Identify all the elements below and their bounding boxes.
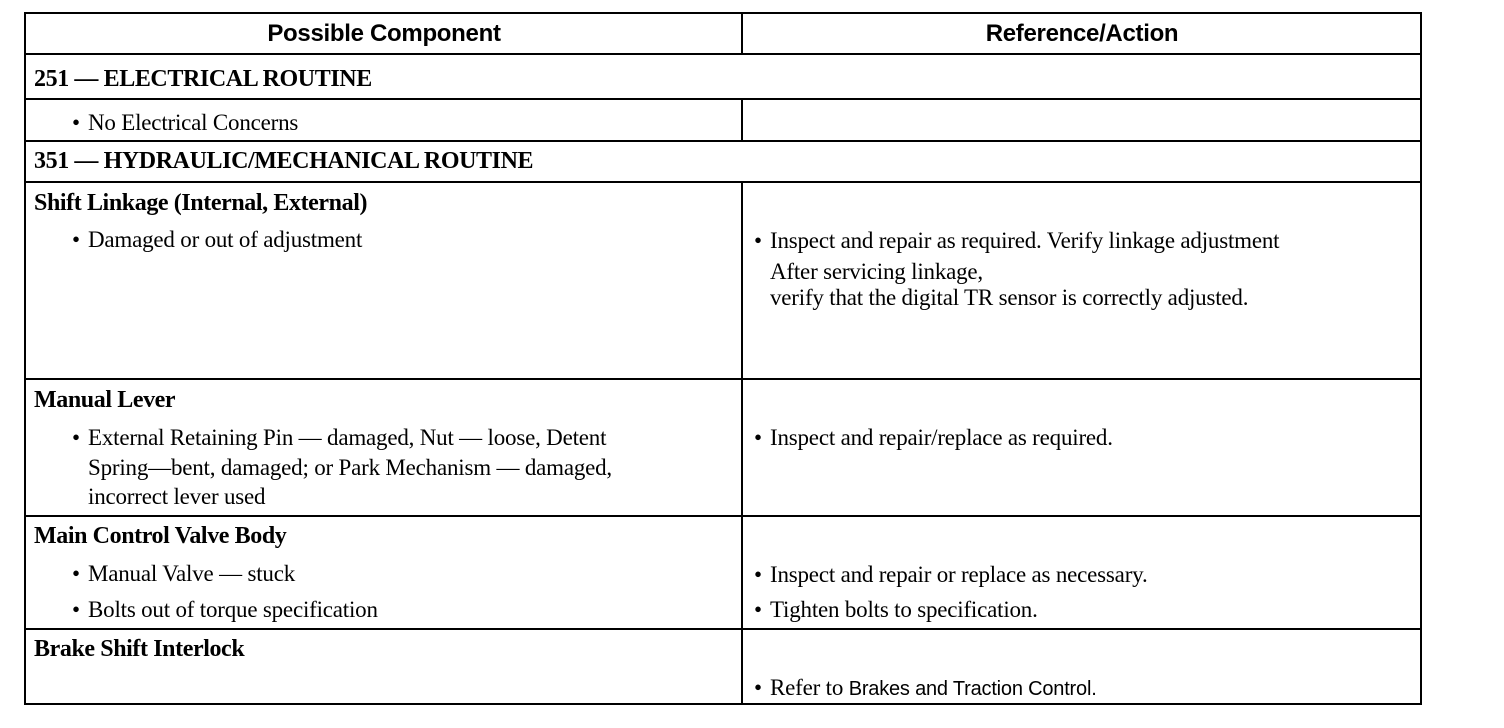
column-divider [741,98,743,141]
action-text [754,560,1148,589]
bullet: • [72,110,80,135]
section-title-hydraulic: 351 — HYDRAULIC/MECHANICAL ROUTINE [34,148,534,174]
group-title-shift-linkage: Shift Linkage (Internal, External) [34,190,368,216]
column-header-action: Reference/Action [985,20,1179,47]
row-divider [26,628,1420,630]
table-header [26,14,1420,55]
section-title-electrical: 251 — ELECTRICAL ROUTINE [34,66,372,92]
action-line: Tighten bolts to specification. [770,597,1038,622]
list-item [72,423,612,511]
item-text: No Electrical Concerns [88,110,299,135]
bullet: • [754,675,762,700]
item-line: Spring—bent, damaged; or Park Mechanism — damaged, [88,455,612,480]
group-title-main-control-valve-body: Main Control Valve Body [34,523,287,549]
list-item [72,225,363,254]
row-divider [26,515,1420,517]
bullet: • [754,228,762,253]
action-line: Inspect and repair or replace as necessary. [770,562,1148,587]
bullet: • [72,227,80,252]
row-divider [26,140,1420,142]
item-text: Damaged or out of adjustment [88,227,363,252]
bullet: • [754,562,762,587]
item-line: External Retaining Pin — damaged, Nut — loose, Detent [88,425,607,450]
item-text: Manual Valve — stuck [88,561,296,586]
action-line: After servicing linkage, [770,259,983,284]
action-reference: Brakes and Traction Control. [848,678,1097,700]
action-line: Inspect and repair as required. Verify linkage adjustment [770,228,1280,253]
action-text [754,595,1038,624]
diagnostic-table [24,12,1422,705]
column-divider [741,182,743,703]
row-divider [26,181,1420,183]
row-divider [26,378,1420,380]
group-title-manual-lever: Manual Lever [34,387,176,413]
bullet: • [72,561,80,586]
list-item [72,108,299,137]
list-item [72,559,296,588]
action-text [754,423,1113,452]
list-item [72,595,378,624]
bullet: • [754,597,762,622]
item-line: incorrect lever used [88,484,266,509]
row-divider [26,98,1420,100]
action-text [754,226,1280,312]
action-line: Inspect and repair/replace as required. [770,425,1113,450]
bullet: • [754,425,762,450]
column-header-component: Possible Component [267,20,501,47]
bullet: • [72,425,80,450]
bullet: • [72,597,80,622]
group-title-brake-shift-interlock: Brake Shift Interlock [34,636,245,662]
column-divider [741,14,743,55]
action-line: verify that the digital TR sensor is correctly adjusted. [770,285,1249,310]
action-text [754,673,1097,704]
item-text: Bolts out of torque specification [88,597,378,622]
action-prefix: Refer to [770,675,844,700]
